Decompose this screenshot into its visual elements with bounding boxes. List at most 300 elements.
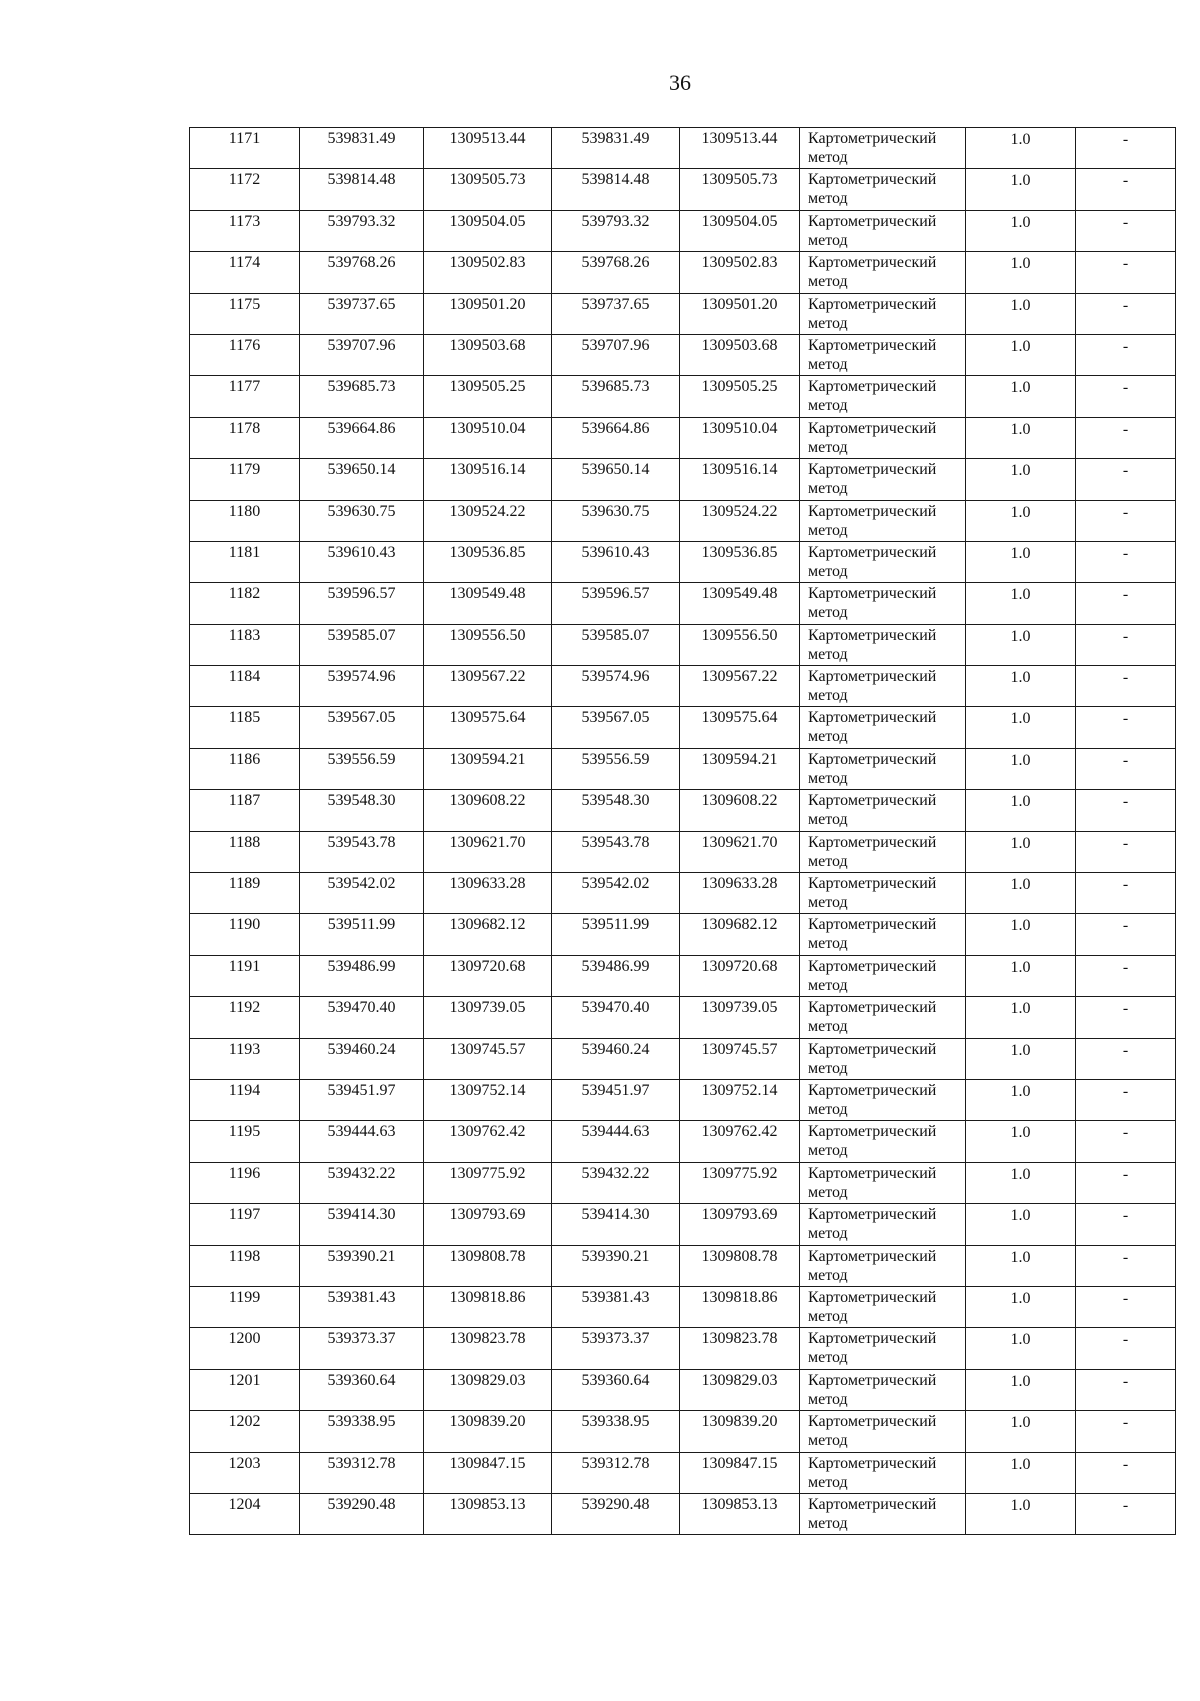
y-coordinate-2-cell: 1309536.85 xyxy=(680,541,800,582)
method-label: Картометрический xyxy=(808,709,937,727)
note-cell: - xyxy=(1076,955,1176,996)
point-number-cell: 1184 xyxy=(190,666,300,707)
method-label-line2: метод xyxy=(808,1349,848,1367)
point-number-cell: 1183 xyxy=(190,624,300,665)
x-coordinate-2-cell: 539312.78 xyxy=(552,1452,680,1493)
y-coordinate-2-cell: 1309839.20 xyxy=(680,1411,800,1452)
note-cell: - xyxy=(1076,831,1176,872)
x-coordinate-2-cell: 539707.96 xyxy=(552,334,680,375)
y-coordinate-2-cell: 1309549.48 xyxy=(680,583,800,624)
method-cell xyxy=(800,873,966,914)
accuracy-cell: 1.0 xyxy=(966,1328,1076,1369)
x-coordinate-2-cell: 539737.65 xyxy=(552,293,680,334)
note-cell: - xyxy=(1076,997,1176,1038)
table-row xyxy=(190,376,1176,417)
method-cell xyxy=(800,128,966,169)
y-coordinate-cell: 1309818.86 xyxy=(424,1286,552,1327)
y-coordinate-cell: 1309839.20 xyxy=(424,1411,552,1452)
method-cell xyxy=(800,1493,966,1534)
table-row xyxy=(190,1245,1176,1286)
y-coordinate-2-cell: 1309847.15 xyxy=(680,1452,800,1493)
accuracy-cell: 1.0 xyxy=(966,624,1076,665)
x-coordinate-cell: 539381.43 xyxy=(300,1286,424,1327)
point-number-cell: 1193 xyxy=(190,1038,300,1079)
method-label-line2: метод xyxy=(808,687,848,705)
note-cell: - xyxy=(1076,790,1176,831)
method-label-line2: метод xyxy=(808,1183,848,1201)
x-coordinate-cell: 539460.24 xyxy=(300,1038,424,1079)
table-row xyxy=(190,873,1176,914)
table-row xyxy=(190,1286,1176,1327)
y-coordinate-2-cell: 1309829.03 xyxy=(680,1369,800,1410)
table-row xyxy=(190,541,1176,582)
y-coordinate-cell: 1309510.04 xyxy=(424,417,552,458)
table-row xyxy=(190,1493,1176,1534)
x-coordinate-cell: 539543.78 xyxy=(300,831,424,872)
method-cell xyxy=(800,707,966,748)
point-number-cell: 1199 xyxy=(190,1286,300,1327)
method-label: Картометрический xyxy=(808,378,937,396)
method-label-line2: метод xyxy=(808,894,848,912)
table-row xyxy=(190,1038,1176,1079)
x-coordinate-2-cell: 539381.43 xyxy=(552,1286,680,1327)
method-label: Картометрический xyxy=(808,1288,937,1306)
table-row xyxy=(190,1079,1176,1120)
point-number-cell: 1186 xyxy=(190,748,300,789)
point-number-cell: 1178 xyxy=(190,417,300,458)
accuracy-cell: 1.0 xyxy=(966,748,1076,789)
note-cell: - xyxy=(1076,1369,1176,1410)
y-coordinate-cell: 1309762.42 xyxy=(424,1121,552,1162)
y-coordinate-cell: 1309502.83 xyxy=(424,252,552,293)
method-label: Картометрический xyxy=(808,295,937,313)
point-number-cell: 1203 xyxy=(190,1452,300,1493)
x-coordinate-2-cell: 539585.07 xyxy=(552,624,680,665)
x-coordinate-2-cell: 539664.86 xyxy=(552,417,680,458)
table-row xyxy=(190,955,1176,996)
x-coordinate-2-cell: 539574.96 xyxy=(552,666,680,707)
point-number-cell: 1195 xyxy=(190,1121,300,1162)
x-coordinate-2-cell: 539548.30 xyxy=(552,790,680,831)
x-coordinate-cell: 539338.95 xyxy=(300,1411,424,1452)
table-row xyxy=(190,252,1176,293)
point-number-cell: 1190 xyxy=(190,914,300,955)
note-cell: - xyxy=(1076,459,1176,500)
method-cell xyxy=(800,541,966,582)
table-row xyxy=(190,707,1176,748)
y-coordinate-cell: 1309745.57 xyxy=(424,1038,552,1079)
y-coordinate-cell: 1309536.85 xyxy=(424,541,552,582)
method-cell xyxy=(800,210,966,251)
x-coordinate-2-cell: 539556.59 xyxy=(552,748,680,789)
note-cell: - xyxy=(1076,873,1176,914)
table-row xyxy=(190,169,1176,210)
x-coordinate-2-cell: 539685.73 xyxy=(552,376,680,417)
coordinates-table xyxy=(189,127,1176,1535)
accuracy-cell: 1.0 xyxy=(966,128,1076,169)
y-coordinate-cell: 1309752.14 xyxy=(424,1079,552,1120)
table-row xyxy=(190,790,1176,831)
y-coordinate-2-cell: 1309524.22 xyxy=(680,500,800,541)
accuracy-cell: 1.0 xyxy=(966,707,1076,748)
note-cell: - xyxy=(1076,1162,1176,1203)
method-label-line2: метод xyxy=(808,438,848,456)
y-coordinate-2-cell: 1309621.70 xyxy=(680,831,800,872)
table-row xyxy=(190,997,1176,1038)
method-cell xyxy=(800,624,966,665)
accuracy-cell: 1.0 xyxy=(966,1286,1076,1327)
point-number-cell: 1194 xyxy=(190,1079,300,1120)
accuracy-cell: 1.0 xyxy=(966,376,1076,417)
y-coordinate-cell: 1309808.78 xyxy=(424,1245,552,1286)
method-label: Картометрический xyxy=(808,1371,937,1389)
method-cell xyxy=(800,1452,966,1493)
x-coordinate-cell: 539831.49 xyxy=(300,128,424,169)
x-coordinate-2-cell: 539460.24 xyxy=(552,1038,680,1079)
y-coordinate-cell: 1309775.92 xyxy=(424,1162,552,1203)
point-number-cell: 1189 xyxy=(190,873,300,914)
y-coordinate-cell: 1309549.48 xyxy=(424,583,552,624)
note-cell: - xyxy=(1076,417,1176,458)
method-label: Картометрический xyxy=(808,1495,937,1513)
method-label: Картометрический xyxy=(808,1123,937,1141)
x-coordinate-2-cell: 539768.26 xyxy=(552,252,680,293)
y-coordinate-cell: 1309567.22 xyxy=(424,666,552,707)
point-number-cell: 1204 xyxy=(190,1493,300,1534)
point-number-cell: 1172 xyxy=(190,169,300,210)
x-coordinate-cell: 539414.30 xyxy=(300,1204,424,1245)
x-coordinate-cell: 539451.97 xyxy=(300,1079,424,1120)
accuracy-cell: 1.0 xyxy=(966,790,1076,831)
x-coordinate-2-cell: 539610.43 xyxy=(552,541,680,582)
method-label-line2: метод xyxy=(808,1018,848,1036)
method-label: Картометрический xyxy=(808,461,937,479)
method-label-line2: метод xyxy=(808,149,848,166)
point-number-cell: 1192 xyxy=(190,997,300,1038)
y-coordinate-cell: 1309524.22 xyxy=(424,500,552,541)
note-cell: - xyxy=(1076,1079,1176,1120)
method-label: Картометрический xyxy=(808,875,937,893)
method-label-line2: метод xyxy=(808,397,848,415)
point-number-cell: 1185 xyxy=(190,707,300,748)
y-coordinate-cell: 1309608.22 xyxy=(424,790,552,831)
table-row xyxy=(190,666,1176,707)
y-coordinate-cell: 1309739.05 xyxy=(424,997,552,1038)
method-label-line2: метод xyxy=(808,645,848,663)
point-number-cell: 1196 xyxy=(190,1162,300,1203)
method-label: Картометрический xyxy=(808,916,937,934)
x-coordinate-cell: 539596.57 xyxy=(300,583,424,624)
method-cell xyxy=(800,459,966,500)
accuracy-cell: 1.0 xyxy=(966,1452,1076,1493)
y-coordinate-2-cell: 1309682.12 xyxy=(680,914,800,955)
table-row xyxy=(190,417,1176,458)
point-number-cell: 1176 xyxy=(190,334,300,375)
y-coordinate-2-cell: 1309752.14 xyxy=(680,1079,800,1120)
y-coordinate-2-cell: 1309608.22 xyxy=(680,790,800,831)
note-cell: - xyxy=(1076,1328,1176,1369)
x-coordinate-cell: 539574.96 xyxy=(300,666,424,707)
x-coordinate-cell: 539373.37 xyxy=(300,1328,424,1369)
method-label-line2: метод xyxy=(808,1266,848,1284)
method-cell xyxy=(800,831,966,872)
note-cell: - xyxy=(1076,1411,1176,1452)
table-row xyxy=(190,210,1176,251)
method-cell xyxy=(800,955,966,996)
method-label-line2: метод xyxy=(808,1100,848,1118)
method-label: Картометрический xyxy=(808,833,937,851)
method-label-line2: метод xyxy=(808,231,848,249)
y-coordinate-2-cell: 1309823.78 xyxy=(680,1328,800,1369)
point-number-cell: 1181 xyxy=(190,541,300,582)
x-coordinate-2-cell: 539290.48 xyxy=(552,1493,680,1534)
y-coordinate-cell: 1309504.05 xyxy=(424,210,552,251)
method-label-line2: метод xyxy=(808,1059,848,1077)
y-coordinate-2-cell: 1309567.22 xyxy=(680,666,800,707)
x-coordinate-2-cell: 539486.99 xyxy=(552,955,680,996)
accuracy-cell: 1.0 xyxy=(966,997,1076,1038)
x-coordinate-cell: 539470.40 xyxy=(300,997,424,1038)
method-cell xyxy=(800,790,966,831)
method-label: Картометрический xyxy=(808,171,937,189)
y-coordinate-2-cell: 1309775.92 xyxy=(680,1162,800,1203)
x-coordinate-2-cell: 539390.21 xyxy=(552,1245,680,1286)
note-cell: - xyxy=(1076,707,1176,748)
x-coordinate-2-cell: 539470.40 xyxy=(552,997,680,1038)
method-label: Картометрический xyxy=(808,1413,937,1431)
point-number-cell: 1198 xyxy=(190,1245,300,1286)
x-coordinate-cell: 539650.14 xyxy=(300,459,424,500)
method-label: Картометрический xyxy=(808,792,937,810)
accuracy-cell: 1.0 xyxy=(966,1493,1076,1534)
method-cell xyxy=(800,1121,966,1162)
table-row xyxy=(190,831,1176,872)
method-label: Картометрический xyxy=(808,750,937,768)
method-cell xyxy=(800,169,966,210)
y-coordinate-2-cell: 1309505.25 xyxy=(680,376,800,417)
note-cell: - xyxy=(1076,334,1176,375)
y-coordinate-2-cell: 1309739.05 xyxy=(680,997,800,1038)
table-row xyxy=(190,1369,1176,1410)
x-coordinate-2-cell: 539814.48 xyxy=(552,169,680,210)
x-coordinate-2-cell: 539451.97 xyxy=(552,1079,680,1120)
method-cell xyxy=(800,500,966,541)
accuracy-cell: 1.0 xyxy=(966,1204,1076,1245)
point-number-cell: 1188 xyxy=(190,831,300,872)
y-coordinate-cell: 1309575.64 xyxy=(424,707,552,748)
accuracy-cell: 1.0 xyxy=(966,666,1076,707)
y-coordinate-2-cell: 1309853.13 xyxy=(680,1493,800,1534)
x-coordinate-2-cell: 539414.30 xyxy=(552,1204,680,1245)
table-row xyxy=(190,914,1176,955)
accuracy-cell: 1.0 xyxy=(966,252,1076,293)
y-coordinate-2-cell: 1309575.64 xyxy=(680,707,800,748)
accuracy-cell: 1.0 xyxy=(966,169,1076,210)
y-coordinate-cell: 1309505.25 xyxy=(424,376,552,417)
table-row xyxy=(190,1162,1176,1203)
note-cell: - xyxy=(1076,500,1176,541)
note-cell: - xyxy=(1076,1204,1176,1245)
method-label-line2: метод xyxy=(808,1390,848,1408)
y-coordinate-2-cell: 1309720.68 xyxy=(680,955,800,996)
y-coordinate-cell: 1309505.73 xyxy=(424,169,552,210)
method-cell xyxy=(800,1411,966,1452)
method-label: Картометрический xyxy=(808,1247,937,1265)
point-number-cell: 1200 xyxy=(190,1328,300,1369)
note-cell: - xyxy=(1076,252,1176,293)
y-coordinate-2-cell: 1309745.57 xyxy=(680,1038,800,1079)
table-row xyxy=(190,1121,1176,1162)
note-cell: - xyxy=(1076,748,1176,789)
x-coordinate-cell: 539707.96 xyxy=(300,334,424,375)
y-coordinate-2-cell: 1309516.14 xyxy=(680,459,800,500)
method-label: Картометрический xyxy=(808,1164,937,1182)
method-label-line2: метод xyxy=(808,769,848,787)
y-coordinate-2-cell: 1309510.04 xyxy=(680,417,800,458)
y-coordinate-cell: 1309501.20 xyxy=(424,293,552,334)
method-label-line2: метод xyxy=(808,1514,848,1532)
table-row xyxy=(190,583,1176,624)
method-cell xyxy=(800,1038,966,1079)
accuracy-cell: 1.0 xyxy=(966,914,1076,955)
y-coordinate-cell: 1309516.14 xyxy=(424,459,552,500)
accuracy-cell: 1.0 xyxy=(966,955,1076,996)
y-coordinate-cell: 1309829.03 xyxy=(424,1369,552,1410)
method-cell xyxy=(800,334,966,375)
method-label-line2: метод xyxy=(808,1307,848,1325)
note-cell: - xyxy=(1076,1245,1176,1286)
table-row xyxy=(190,748,1176,789)
method-label: Картометрический xyxy=(808,1206,937,1224)
accuracy-cell: 1.0 xyxy=(966,1121,1076,1162)
y-coordinate-cell: 1309556.50 xyxy=(424,624,552,665)
accuracy-cell: 1.0 xyxy=(966,1245,1076,1286)
point-number-cell: 1175 xyxy=(190,293,300,334)
table-row xyxy=(190,624,1176,665)
x-coordinate-2-cell: 539650.14 xyxy=(552,459,680,500)
x-coordinate-cell: 539486.99 xyxy=(300,955,424,996)
accuracy-cell: 1.0 xyxy=(966,1369,1076,1410)
x-coordinate-cell: 539432.22 xyxy=(300,1162,424,1203)
x-coordinate-cell: 539548.30 xyxy=(300,790,424,831)
method-label-line2: метод xyxy=(808,1225,848,1243)
method-label: Картометрический xyxy=(808,957,937,975)
x-coordinate-cell: 539290.48 xyxy=(300,1493,424,1534)
y-coordinate-cell: 1309594.21 xyxy=(424,748,552,789)
method-label-line2: метод xyxy=(808,811,848,829)
x-coordinate-2-cell: 539596.57 xyxy=(552,583,680,624)
method-label-line2: метод xyxy=(808,190,848,208)
accuracy-cell: 1.0 xyxy=(966,334,1076,375)
point-number-cell: 1179 xyxy=(190,459,300,500)
point-number-cell: 1202 xyxy=(190,1411,300,1452)
method-label-line2: метод xyxy=(808,314,848,332)
accuracy-cell: 1.0 xyxy=(966,210,1076,251)
x-coordinate-cell: 539567.05 xyxy=(300,707,424,748)
point-number-cell: 1171 xyxy=(190,128,300,169)
x-coordinate-cell: 539390.21 xyxy=(300,1245,424,1286)
x-coordinate-2-cell: 539542.02 xyxy=(552,873,680,914)
method-label-line2: метод xyxy=(808,1432,848,1450)
note-cell: - xyxy=(1076,624,1176,665)
y-coordinate-2-cell: 1309503.68 xyxy=(680,334,800,375)
x-coordinate-2-cell: 539360.64 xyxy=(552,1369,680,1410)
accuracy-cell: 1.0 xyxy=(966,541,1076,582)
method-label-line2: метод xyxy=(808,521,848,539)
method-label: Картометрический xyxy=(808,502,937,520)
y-coordinate-cell: 1309633.28 xyxy=(424,873,552,914)
x-coordinate-cell: 539511.99 xyxy=(300,914,424,955)
method-cell xyxy=(800,914,966,955)
method-cell xyxy=(800,1204,966,1245)
x-coordinate-2-cell: 539793.32 xyxy=(552,210,680,251)
method-label-line2: метод xyxy=(808,976,848,994)
x-coordinate-cell: 539444.63 xyxy=(300,1121,424,1162)
x-coordinate-2-cell: 539567.05 xyxy=(552,707,680,748)
table-row xyxy=(190,128,1176,169)
x-coordinate-2-cell: 539432.22 xyxy=(552,1162,680,1203)
table-row xyxy=(190,334,1176,375)
y-coordinate-cell: 1309720.68 xyxy=(424,955,552,996)
method-label: Картометрический xyxy=(808,1081,937,1099)
note-cell: - xyxy=(1076,293,1176,334)
x-coordinate-cell: 539793.32 xyxy=(300,210,424,251)
x-coordinate-2-cell: 539543.78 xyxy=(552,831,680,872)
method-label: Картометрический xyxy=(808,668,937,686)
method-cell xyxy=(800,417,966,458)
y-coordinate-cell: 1309847.15 xyxy=(424,1452,552,1493)
point-number-cell: 1197 xyxy=(190,1204,300,1245)
note-cell: - xyxy=(1076,1286,1176,1327)
note-cell: - xyxy=(1076,666,1176,707)
method-cell xyxy=(800,1245,966,1286)
method-cell xyxy=(800,293,966,334)
method-label-line2: метод xyxy=(808,355,848,373)
y-coordinate-2-cell: 1309501.20 xyxy=(680,293,800,334)
x-coordinate-cell: 539685.73 xyxy=(300,376,424,417)
y-coordinate-cell: 1309503.68 xyxy=(424,334,552,375)
x-coordinate-cell: 539556.59 xyxy=(300,748,424,789)
method-label: Картометрический xyxy=(808,212,937,230)
x-coordinate-2-cell: 539444.63 xyxy=(552,1121,680,1162)
x-coordinate-2-cell: 539511.99 xyxy=(552,914,680,955)
method-label: Картометрический xyxy=(808,626,937,644)
x-coordinate-cell: 539768.26 xyxy=(300,252,424,293)
method-label: Картометрический xyxy=(808,1330,937,1348)
method-label: Картометрический xyxy=(808,130,937,147)
table-row xyxy=(190,1452,1176,1493)
method-label-line2: метод xyxy=(808,728,848,746)
y-coordinate-cell: 1309513.44 xyxy=(424,128,552,169)
method-label: Картометрический xyxy=(808,254,937,272)
y-coordinate-cell: 1309621.70 xyxy=(424,831,552,872)
note-cell: - xyxy=(1076,583,1176,624)
x-coordinate-cell: 539312.78 xyxy=(300,1452,424,1493)
method-label: Картометрический xyxy=(808,1040,937,1058)
point-number-cell: 1177 xyxy=(190,376,300,417)
accuracy-cell: 1.0 xyxy=(966,459,1076,500)
y-coordinate-2-cell: 1309793.69 xyxy=(680,1204,800,1245)
method-label: Картометрический xyxy=(808,1454,937,1472)
note-cell: - xyxy=(1076,128,1176,169)
y-coordinate-2-cell: 1309633.28 xyxy=(680,873,800,914)
accuracy-cell: 1.0 xyxy=(966,1079,1076,1120)
table-row xyxy=(190,1204,1176,1245)
table-body xyxy=(190,128,1176,1535)
page-number: 36 xyxy=(669,70,691,95)
table-row xyxy=(190,500,1176,541)
y-coordinate-2-cell: 1309762.42 xyxy=(680,1121,800,1162)
